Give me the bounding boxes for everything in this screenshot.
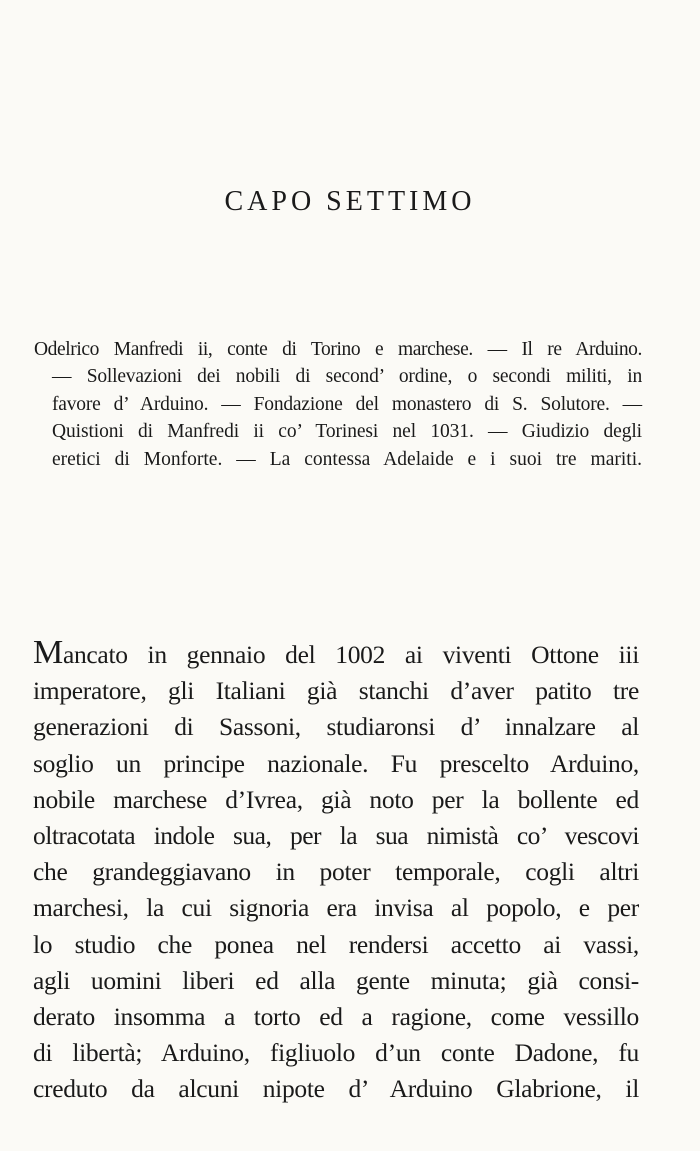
body-line: di libertà; Arduino, figliuolo d’un conte Dadone, fu <box>33 1038 639 1068</box>
chapter-summary <box>34 336 642 473</box>
body-line: lo studio che ponea nel rendersi accetto ai vassi, <box>33 929 639 959</box>
summary-line: favore d’ Arduino. — Fondazione del monastero di S. Solutore. — <box>52 393 642 415</box>
body-text <box>33 635 639 1108</box>
drop-cap: M <box>33 634 63 671</box>
body-line: nobile marchese d’Ivrea, già noto per la bollente ed <box>33 784 639 814</box>
body-line-first-rest: ancato in gennaio del 1002 ai viventi Ottone iii <box>62 640 639 669</box>
body-line-first <box>33 635 639 673</box>
summary-line: Quistioni di Manfredi ii co’ Torinesi nel 1031. — Giudizio degli <box>52 421 642 443</box>
body-line: agli uomini liberi ed alla gente minuta; già consi- <box>33 965 639 995</box>
body-line: che grandeggiavano in poter temporale, cogli altri <box>33 857 639 887</box>
body-line: soglio un principe nazionale. Fu prescelto Arduino, <box>33 748 639 778</box>
summary-line: — Sollevazioni dei nobili di second’ ordine, o secondi militi, in <box>52 366 642 388</box>
body-line: generazioni di Sassoni, studiaronsi d’ innalzare al <box>33 712 639 742</box>
chapter-title: CAPO SETTIMO <box>224 186 476 217</box>
summary-line: Odelrico Manfredi ii, conte di Torino e marchese. — Il re Arduino. <box>34 339 642 360</box>
body-line: imperatore, gli Italiani già stanchi d’aver patito tre <box>33 676 639 706</box>
summary-line: eretici di Monforte. — La contessa Adelaide e i suoi tre mariti. <box>52 448 642 470</box>
body-line: derato insomma a torto ed a ragione, come vessillo <box>33 1002 639 1032</box>
body-line: marchesi, la cui signoria era invisa al popolo, e per <box>33 893 639 923</box>
body-line: oltracotata indole sua, per la sua nimistà co’ vescovi <box>33 821 639 851</box>
body-line: creduto da alcuni nipote d’ Arduino Glabrione, il <box>33 1074 639 1104</box>
